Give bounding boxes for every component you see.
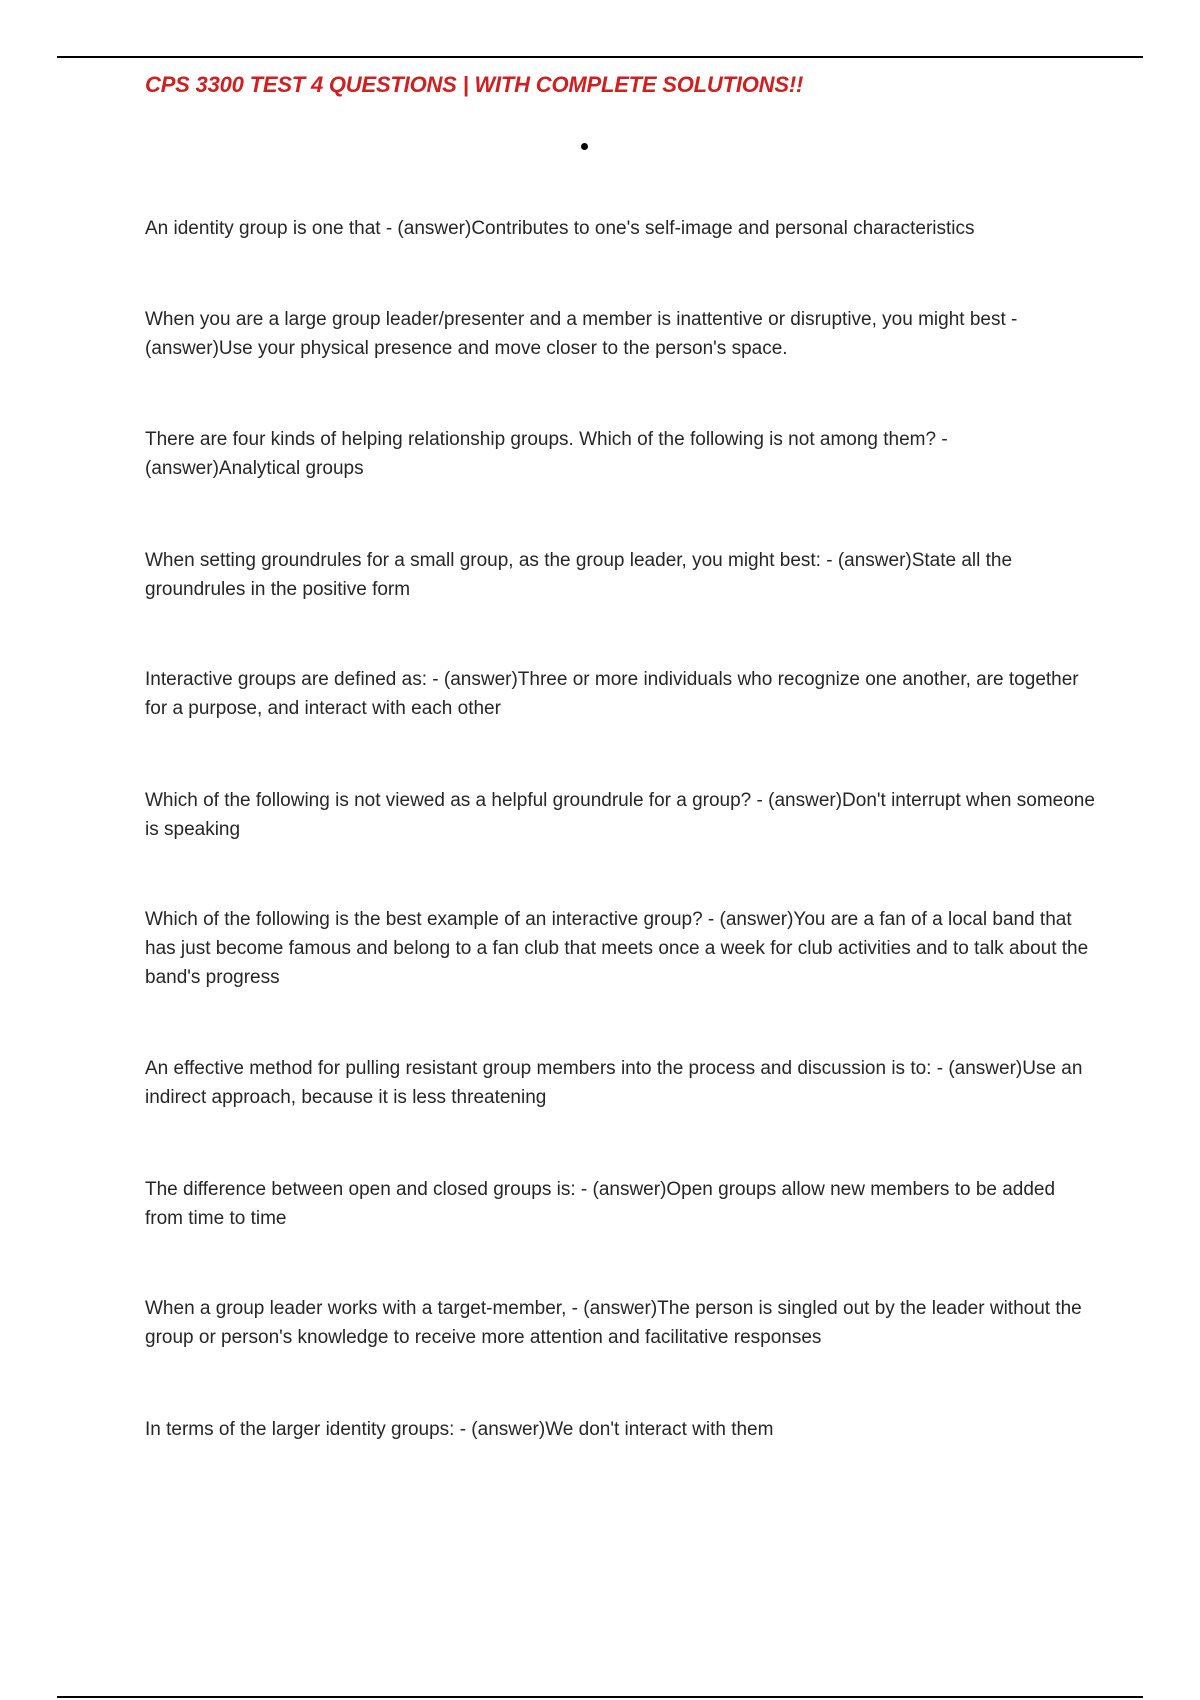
qa-item-8 <box>145 1054 1095 1112</box>
qa-text: There are four kinds of helping relationship groups. Which of the following is not among them? - (answer)Analytical groups <box>145 429 948 479</box>
qa-text: In terms of the larger identity groups: - (answer)We don't interact with them <box>145 1419 774 1440</box>
document-title: CPS 3300 TEST 4 QUESTIONS | WITH COMPLETE SOLUTIONS!! <box>145 72 804 97</box>
qa-text: An effective method for pulling resistant group members into the process and discussion is to: - (answer)Use an indirect approach, because it is less threatening <box>145 1058 1083 1108</box>
qa-item-7 <box>145 905 1095 992</box>
qa-item-11 <box>145 1415 1095 1444</box>
top-rule <box>57 56 1143 58</box>
qa-text: Which of the following is not viewed as a helpful groundrule for a group? - (answer)Don't interrupt when someone is speaking <box>145 790 1095 840</box>
qa-item-3 <box>145 425 1095 483</box>
qa-item-1 <box>145 214 1095 243</box>
qa-text: An identity group is one that - (answer)Contributes to one's self-image and personal characteristics <box>145 218 975 239</box>
qa-item-9 <box>145 1175 1095 1233</box>
qa-text: When setting groundrules for a small group, as the group leader, you might best: - (answer)State all the groundrules in the positive form <box>145 550 1013 600</box>
qa-text: Interactive groups are defined as: - (answer)Three or more individuals who recognize one another, are together for a purpose, and interact with each other <box>145 669 1079 719</box>
bottom-rule <box>57 1696 1143 1698</box>
bullet-dot <box>581 143 588 150</box>
qa-item-2 <box>145 305 1095 363</box>
qa-text: Which of the following is the best example of an interactive group? - (answer)You are a fan of a local band that has just become famous and belong to a fan club that meets once a week for club activities and to talk about the band's progress <box>145 909 1089 988</box>
qa-text: When a group leader works with a target-member, - (answer)The person is singled out by the leader without the group or person's knowledge to receive more attention and facilitative responses <box>145 1298 1082 1348</box>
qa-text: The difference between open and closed groups is: - (answer)Open groups allow new members to be added from time to time <box>145 1179 1056 1229</box>
qa-item-5 <box>145 665 1095 723</box>
qa-item-6 <box>145 786 1095 844</box>
qa-item-10 <box>145 1294 1095 1352</box>
qa-item-4 <box>145 546 1095 604</box>
qa-text: When you are a large group leader/presenter and a member is inattentive or disruptive, you might best - (answer)Use your physical presence and move closer to the person's space. <box>145 309 1018 359</box>
